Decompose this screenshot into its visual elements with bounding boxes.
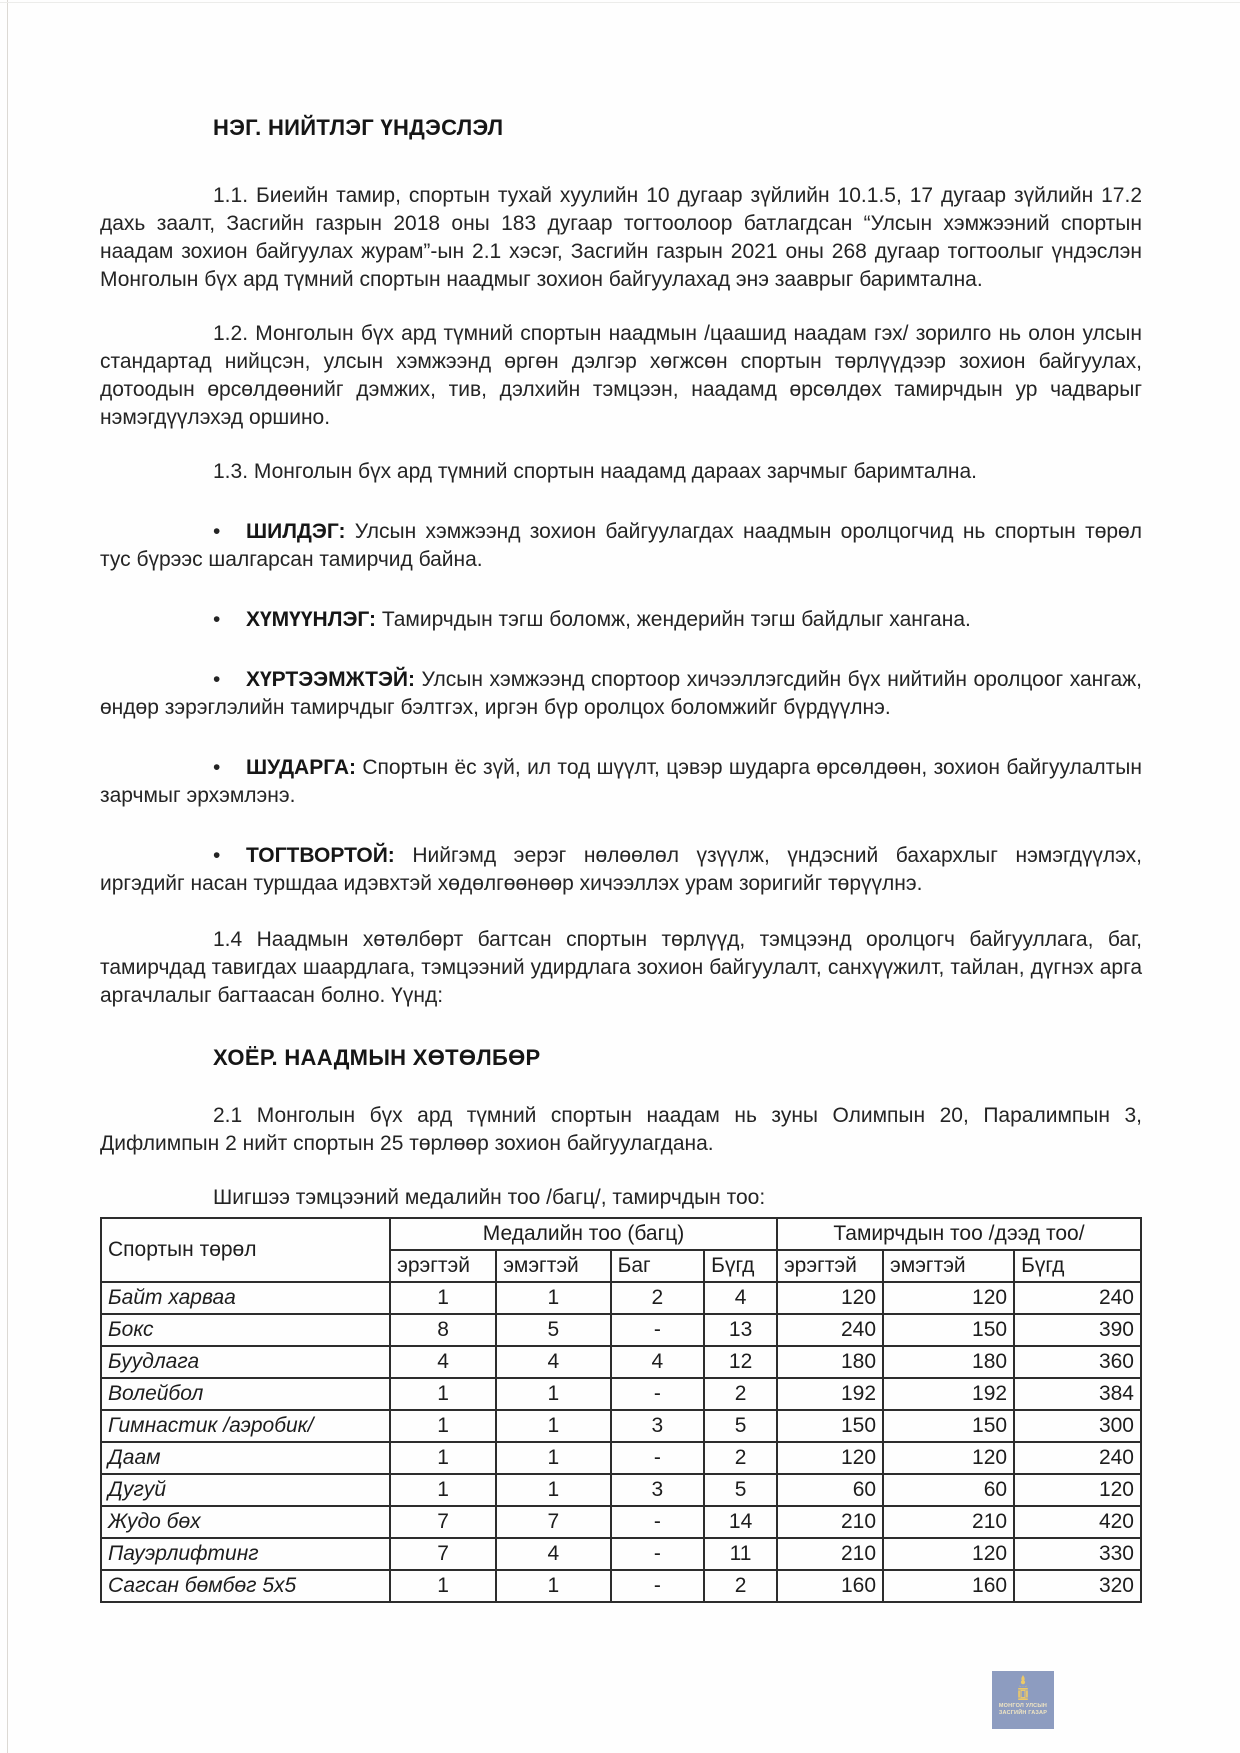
government-logo (992, 1671, 1054, 1729)
cell-value: 120 (1014, 1474, 1141, 1506)
cell-value: 4 (496, 1538, 610, 1570)
column-header-male-athletes: эрэгтэй (777, 1250, 883, 1282)
cell-value: 8 (390, 1314, 496, 1346)
cell-value: 3 (611, 1410, 705, 1442)
sport-name: Сагсан бөмбөг 5х5 (101, 1570, 390, 1602)
cell-value: 390 (1014, 1314, 1141, 1346)
table-row (101, 1538, 1141, 1570)
bullet-hurteemjtei (100, 666, 1142, 722)
cell-value: 3 (611, 1474, 705, 1506)
cell-value: - (611, 1538, 705, 1570)
sport-name: Пауэрлифтинг (101, 1538, 390, 1570)
column-header-team: Баг (611, 1250, 705, 1282)
table-row (101, 1378, 1141, 1410)
cell-value: 330 (1014, 1538, 1141, 1570)
column-header-total-athletes: Бүгд (1014, 1250, 1141, 1282)
cell-value: 192 (883, 1378, 1014, 1410)
cell-value: 150 (777, 1410, 883, 1442)
cell-value: 240 (1014, 1442, 1141, 1474)
cell-value: 420 (1014, 1506, 1141, 1538)
bullet-term: ШУДАРГА: (246, 756, 356, 779)
cell-value: 240 (777, 1314, 883, 1346)
bullet-term: ТОГТВОРТОЙ: (246, 844, 395, 867)
cell-value: 1 (390, 1570, 496, 1602)
cell-value: 2 (611, 1282, 705, 1314)
cell-value: 4 (611, 1346, 705, 1378)
column-group-athletes: Тамирчдын тоо /дээд тоо/ (777, 1218, 1141, 1250)
cell-value: 120 (883, 1442, 1014, 1474)
cell-value: 5 (704, 1410, 777, 1442)
sport-name: Буудлага (101, 1346, 390, 1378)
table-row (101, 1506, 1141, 1538)
cell-value: 60 (777, 1474, 883, 1506)
cell-value: 180 (883, 1346, 1014, 1378)
cell-value: 192 (777, 1378, 883, 1410)
table-caption: Шигшээ тэмцээний медалийн тоо /багц/, тамирчдын тоо: (213, 1186, 766, 1209)
column-header-female-athletes: эмэгтэй (883, 1250, 1014, 1282)
logo-text-line2: ЗАСГИЙН ГАЗАР (998, 1709, 1048, 1716)
cell-value: 2 (704, 1378, 777, 1410)
bullet-shudarga (100, 754, 1142, 810)
column-header-female-medals: эмэгтэй (496, 1250, 610, 1282)
bullet-icon: • (213, 608, 221, 631)
cell-value: 1 (496, 1282, 610, 1314)
cell-value: 1 (496, 1474, 610, 1506)
cell-value: 360 (1014, 1346, 1141, 1378)
cell-value: 7 (390, 1538, 496, 1570)
bullet-togtvortoi (100, 842, 1142, 898)
bullet-text: Улсын хэмжээнд зохион байгуулагдах наадмын оролцогчид нь спортын төрөл тус бүрээс шалгарсан тамирчид байна. (100, 520, 1142, 571)
table-row (101, 1346, 1141, 1378)
cell-value: 5 (704, 1474, 777, 1506)
bullet-term: ХҮМҮҮНЛЭГ: (246, 608, 376, 631)
table-header-row-groups (101, 1218, 1141, 1250)
cell-value: 7 (496, 1506, 610, 1538)
cell-value: 180 (777, 1346, 883, 1378)
bullet-text: Нийгэмд эерэг нөлөөлөл үзүүлж, үндэсний бахархлыг нэмэгдүүлэх, иргэдийг насан туршдаа идэвхтэй хөдөлгөөнөөр хичээллэх урам зоригийг төрүүлнэ. (100, 844, 1142, 895)
cell-value: 4 (704, 1282, 777, 1314)
column-header-total-medals: Бүгд (704, 1250, 777, 1282)
cell-value: 4 (496, 1346, 610, 1378)
bullet-text: Спортын ёс зүй, ил тод шүүлт, цэвэр шударга өрсөлдөөн, зохион байгуулалтын зарчмыг эрхэмлэнэ. (100, 756, 1142, 807)
cell-value: 2 (704, 1442, 777, 1474)
cell-value: 1 (390, 1410, 496, 1442)
logo-text-line1: МОНГОЛ УЛСЫН (998, 1703, 1048, 1709)
cell-value: - (611, 1442, 705, 1474)
scan-edge-top (0, 2, 1240, 3)
cell-value: 210 (777, 1506, 883, 1538)
cell-value: 7 (390, 1506, 496, 1538)
cell-value: - (611, 1506, 705, 1538)
cell-value: 240 (1014, 1282, 1141, 1314)
cell-value: 160 (883, 1570, 1014, 1602)
section2-heading: ХОЁР. НААДМЫН ХӨТӨЛБӨР (213, 1045, 541, 1070)
cell-value: - (611, 1570, 705, 1602)
cell-value: 14 (704, 1506, 777, 1538)
paragraph-1-2: 1.2. Монголын бүх ард түмний спортын наадмын /цаашид наадам гэх/ зорилго нь олон улсын стандартад нийцсэн, улсын хэмжээнд өргөн дэлгэр хөгжсөн спортын төрлүүдээр зохион байгуулах, дотоодын өрсөлдөөнийг дэмжих, тив, дэлхийн тэмцээн, наадамд өрсөлдөх тамирчдын ур чадварыг нэмэгдүүлэхэд оршино. (100, 322, 1142, 429)
cell-value: 120 (777, 1442, 883, 1474)
paragraph-2-1: 2.1 Монголын бүх ард түмний спортын наадам нь зуны Олимпын 20, Паралимпын 3, Дифлимпын 2 нийт спортын 25 төрлөөр зохион байгуулагдана. (100, 1104, 1142, 1155)
table-row (101, 1570, 1141, 1602)
bullet-icon: • (213, 844, 221, 867)
column-header-male-medals: эрэгтэй (390, 1250, 496, 1282)
table-row (101, 1474, 1141, 1506)
table-row (101, 1314, 1141, 1346)
cell-value: 160 (777, 1570, 883, 1602)
table-row (101, 1442, 1141, 1474)
bullet-text: Тамирчдын тэгш боломж, жендерийн тэгш байдлыг хангана. (381, 608, 971, 631)
cell-value: 1 (496, 1410, 610, 1442)
cell-value: 150 (883, 1314, 1014, 1346)
table-row (101, 1282, 1141, 1314)
table-row (101, 1410, 1141, 1442)
bullet-term: ХҮРТЭЭМЖТЭЙ: (246, 668, 415, 691)
cell-value: 1 (496, 1442, 610, 1474)
document-content (100, 112, 1142, 1603)
sport-name: Волейбол (101, 1378, 390, 1410)
soyombo-icon (1015, 1675, 1031, 1701)
cell-value: 1 (390, 1282, 496, 1314)
column-header-sport: Спортын төрөл (101, 1218, 390, 1282)
cell-value: 1 (496, 1378, 610, 1410)
sport-name: Даам (101, 1442, 390, 1474)
cell-value: 60 (883, 1474, 1014, 1506)
bullet-icon: • (213, 520, 221, 543)
cell-value: 300 (1014, 1410, 1141, 1442)
sport-name: Дугуй (101, 1474, 390, 1506)
cell-value: 384 (1014, 1378, 1141, 1410)
cell-value: 210 (883, 1506, 1014, 1538)
cell-value: 1 (496, 1570, 610, 1602)
paragraph-1-4: 1.4 Наадмын хөтөлбөрт багтсан спортын төрлүүд, тэмцээнд оролцогч байгууллага, баг, тамирчдад тавигдах шаардлага, тэмцээний удирдлага зохион байгуулалт, санхүүжилт, тайлан, дүгнэх арга аргачлалыг багтаасан болно. Үүнд: (100, 928, 1142, 1007)
cell-value: 12 (704, 1346, 777, 1378)
cell-value: 150 (883, 1410, 1014, 1442)
cell-value: 1 (390, 1474, 496, 1506)
bullet-text: Улсын хэмжээнд спортоор хичээллэгсдийн бүх нийтийн оролцоог хангаж, өндөр зэрэглэлийн тамирчдыг бэлтгэх, иргэн бүр оролцох боломжийг бүрдүүлнэ. (100, 668, 1143, 719)
cell-value: 320 (1014, 1570, 1141, 1602)
bullet-shildeg (100, 518, 1142, 574)
medal-athlete-table (100, 1217, 1142, 1603)
cell-value: - (611, 1378, 705, 1410)
paragraph-1-1: 1.1. Биеийн тамир, спортын тухай хуулийн 10 дугаар зүйлийн 10.1.5, 17 дугаар зүйлийн 17.2 дахь заалт, Засгийн газрын 2018 оны 183 дугаар тогтоолоор батлагдсан “Улсын хэмжээний спортын наадам зохион байгуулах журам”-ын 2.1 хэсэг, Засгийн газрын 2021 оны 268 дугаар тогтоолыг үндэслэн Монголын бүх ард түмний спортын наадмыг зохион байгуулахад энэ зааврыг баримтална. (100, 184, 1142, 291)
bullet-humuunleg (100, 606, 1142, 634)
cell-value: 2 (704, 1570, 777, 1602)
sport-name: Бокс (101, 1314, 390, 1346)
cell-value: 11 (704, 1538, 777, 1570)
cell-value: - (611, 1314, 705, 1346)
scan-edge-left (7, 0, 8, 1753)
cell-value: 1 (390, 1378, 496, 1410)
section1-heading: НЭГ. НИЙТЛЭГ ҮНДЭСЛЭЛ (213, 115, 504, 140)
sport-name: Жудо бөх (101, 1506, 390, 1538)
bullet-icon: • (213, 756, 221, 779)
cell-value: 210 (777, 1538, 883, 1570)
cell-value: 120 (777, 1282, 883, 1314)
cell-value: 4 (390, 1346, 496, 1378)
cell-value: 13 (704, 1314, 777, 1346)
cell-value: 5 (496, 1314, 610, 1346)
cell-value: 1 (390, 1442, 496, 1474)
sport-name: Байт харваа (101, 1282, 390, 1314)
paragraph-1-3: 1.3. Монголын бүх ард түмний спортын наадамд дараах зарчмыг баримтална. (213, 460, 977, 483)
bullet-icon: • (213, 668, 221, 691)
cell-value: 120 (883, 1282, 1014, 1314)
cell-value: 120 (883, 1538, 1014, 1570)
sport-name: Гимнастик /аэробик/ (101, 1410, 390, 1442)
bullet-term: ШИЛДЭГ: (246, 520, 346, 543)
column-group-medals: Медалийн тоо (багц) (390, 1218, 777, 1250)
